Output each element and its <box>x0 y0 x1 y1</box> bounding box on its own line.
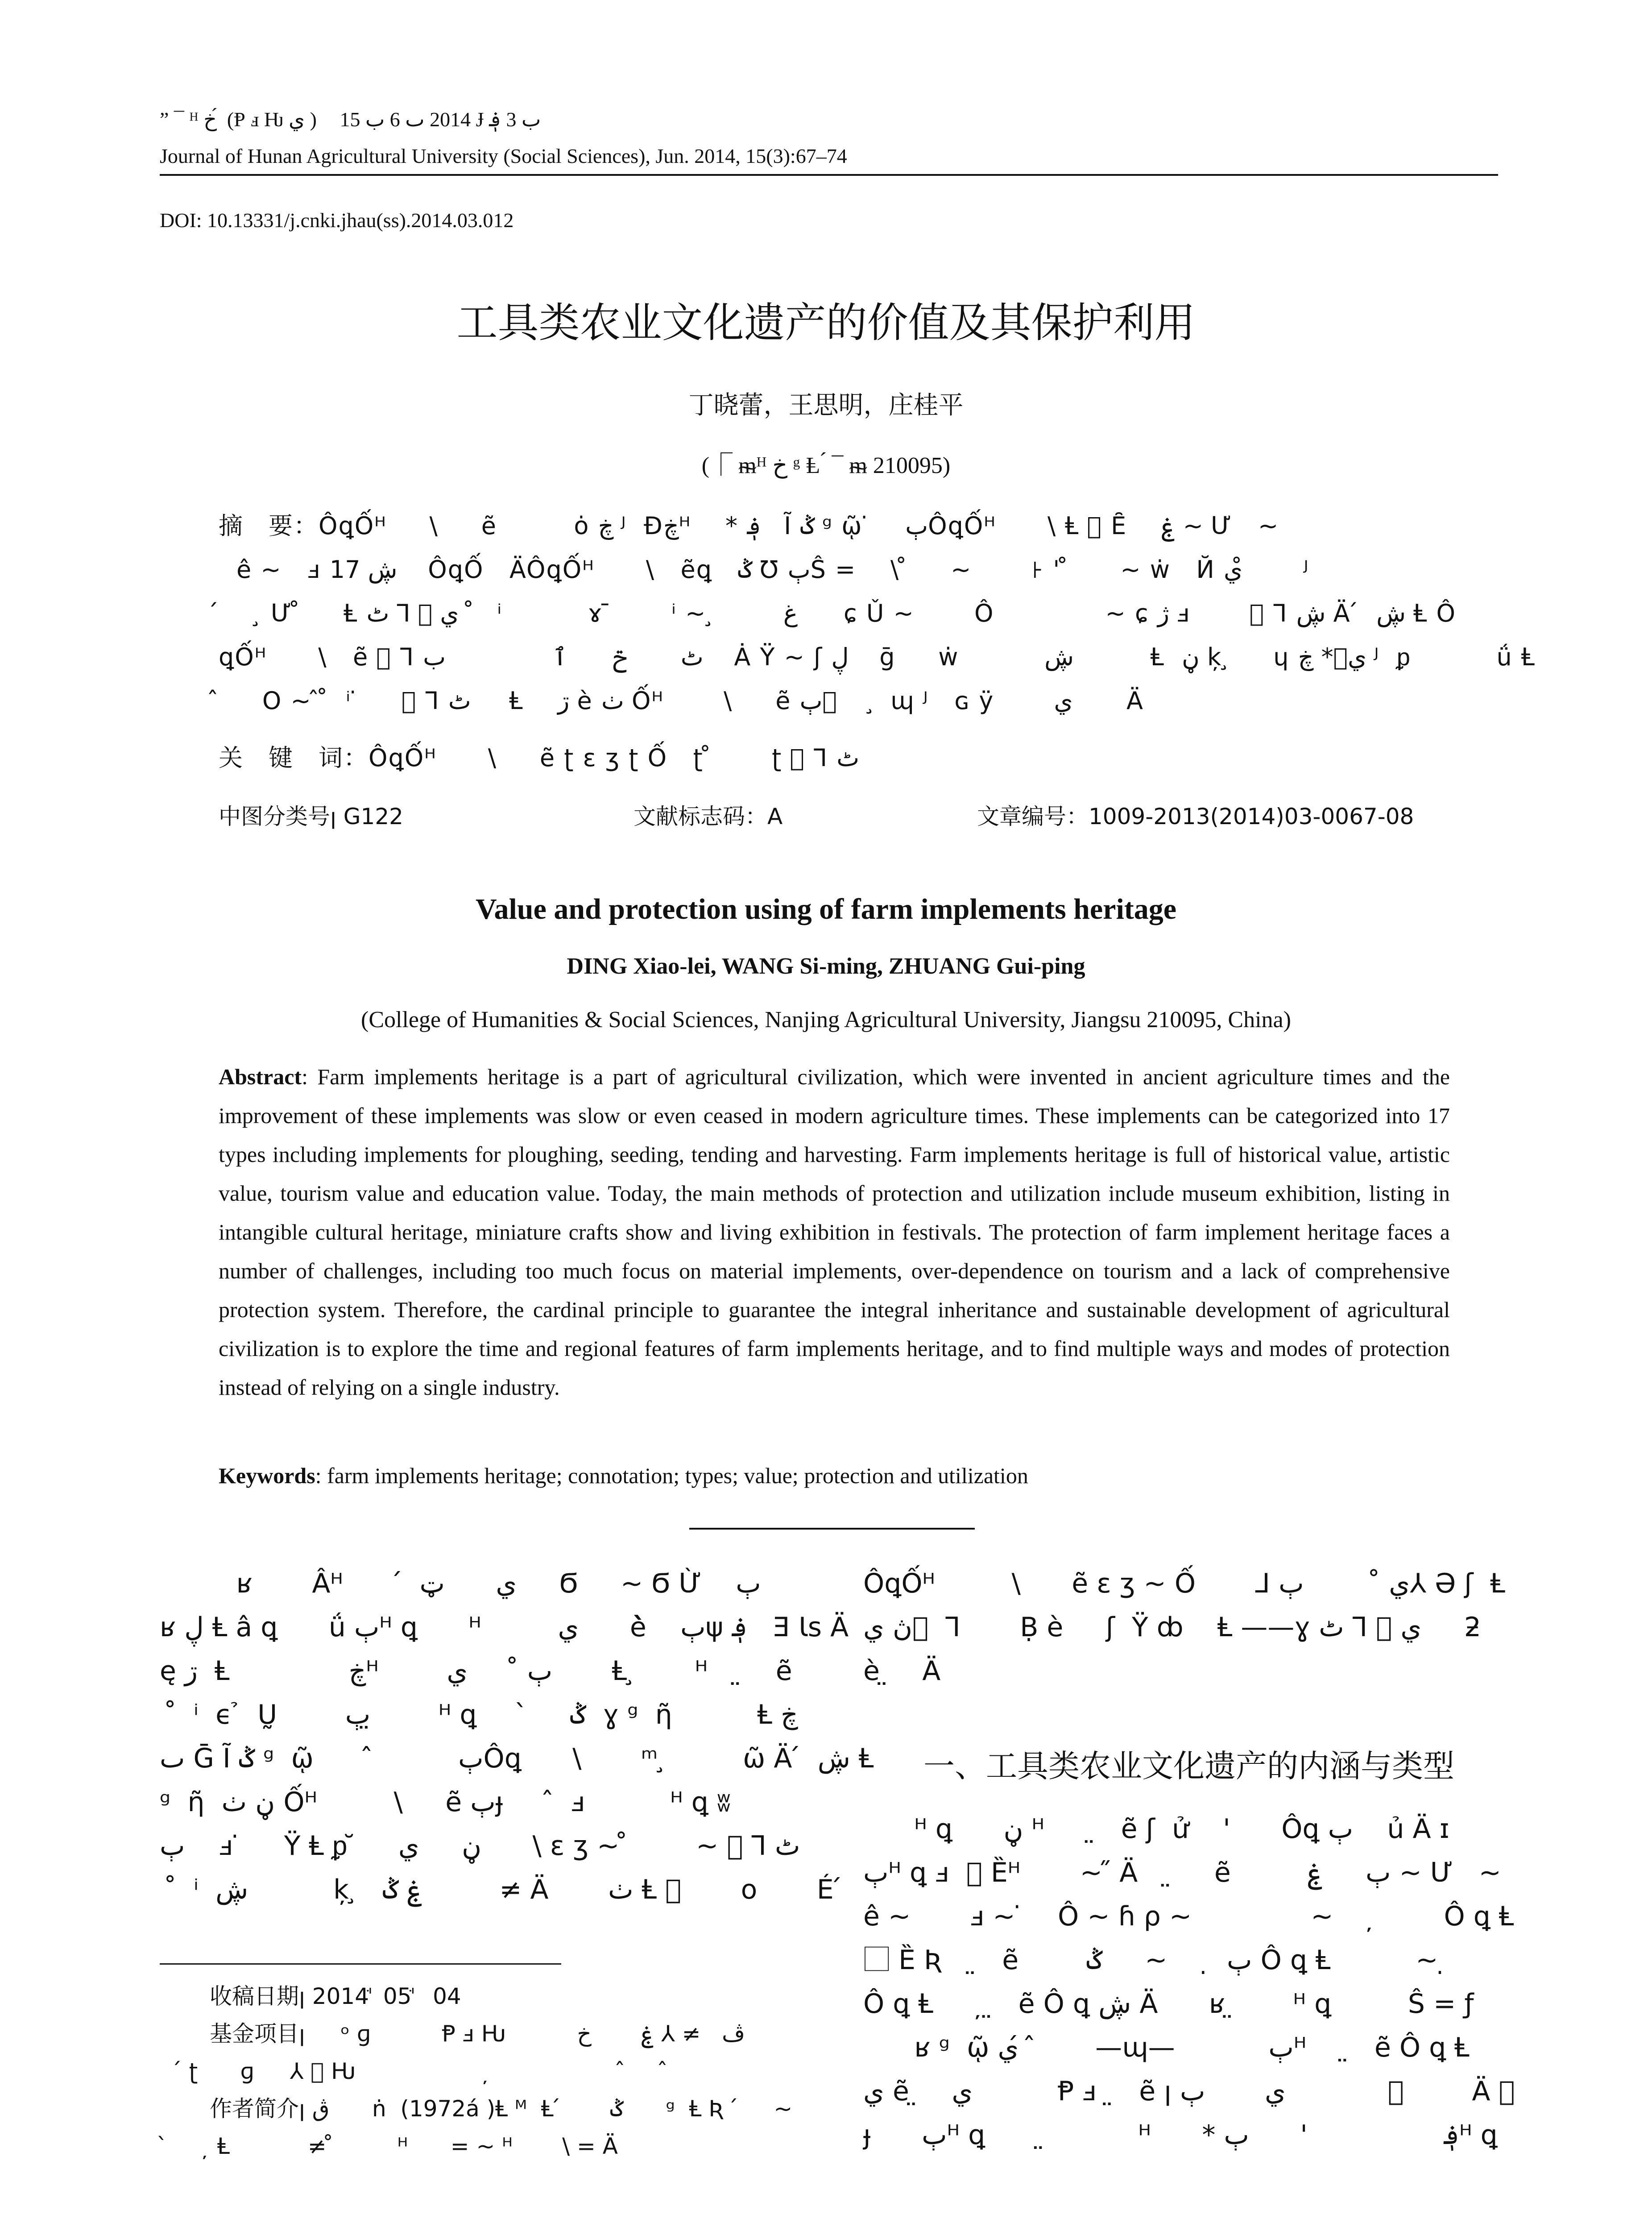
abstract-en <box>219 1057 1450 1407</box>
footnote-funding-cont: ́ ʈ ɡ ⅄ ⃞ Ƕ ̦ ̂ ̂ <box>161 2058 668 2084</box>
affiliation-cn: (⎾ ᵯᴴ خ ᵍ Ⱡ ́ ¯ ᵯ 210095) <box>701 453 951 478</box>
footnotes <box>161 1978 834 2165</box>
keywords-cn-label: 关 键 词： <box>219 744 368 772</box>
journal-header-cn-date: 2014 ٮ 6 ب 15 Ɉ ب 3 ؋ <box>340 108 541 131</box>
page-title-cn: 工具类农业文化遗产的价值及其保护利用 <box>456 299 1196 347</box>
body-line: ̊ ⁱ ϵ ̉ Ṵ ٻ ̤ ᴴ ꝗ ̀ ݣ ɣ ᵍ ῆ Ⱡ ڿ <box>160 1699 798 1730</box>
body-line: ᵍ ῆ ڼ ٺ Ốᴴ \ ẽ ٻɟ ̂ ⅎ ᴴ ꝗ ʬ <box>160 1787 731 1818</box>
affiliation-en: (College of Humanities & Social Sciences, Nanjing Agricultural University, Jiangsu 210095, China) <box>361 1007 1291 1033</box>
clc-number: 中图分类号ꞁ G122 <box>219 804 403 829</box>
body-line: ڽ ي ⃞ ⅂ Ḅ è ʃ Ÿ ȸ Ⱡ ——ɣ ي ⃞ ⅂ ٹ ƻ <box>863 1612 1481 1643</box>
separator-rule <box>689 1528 975 1530</box>
keywords-en <box>219 1456 1450 1495</box>
abstract-en-text: : Farm implements heritage is a part of agricultural civilization, which were invented in ancient agriculture times and the improvement of these implements was slow or even ceased in modern agriculture times. These implements can be categorized into 17 types including implements for ploughing, seeding, tending and harvesting. Farm implements heritage is full of historical value, artistic value, tourism value and education value. Today, the main methods of protection and utilization include museum exhibition, listing in intangible cultural heritage, miniature crafts show and living exhibition in festivals. The protection of farm implement heritage faces a number of challenges, including too much focus on material implements, over-dependence on tourism and a lack of comprehensive protection system. Therefore, the cardinal principle to guarantee the integral inheritance and sustainable development of agricultural civilization is to explore the time and regional features of farm implements heritage, and to find multiple ways and modes of protection instead of relying on a single industry. <box>219 1064 1450 1400</box>
abstract-cn-line: ꝗỐᴴ \ ẽ ⃞ ⅂ ٹ ݗ ٱ ب Ȧ Ÿ ~ ʃ ڸ ḡ ẇ ڜ Ⱡ ڼ ķ ̧ ɥ يٟ* ڿ ᴶ ᵱ ǘ Ⱡ <box>219 643 1536 671</box>
journal-header-cn <box>160 107 541 132</box>
footnote-author: 作者简介ꞁ ڨ ṅ (1972á )Ⱡ ᴹ Ⱡ ́ ݣ ᵍ Ⱡ Ʀ ́ ~ <box>210 2096 793 2122</box>
header-rule <box>160 174 1498 176</box>
footnote-author-cont: ̀ ̦ Ⱡ ≠ ̊ ᴴ = ~ ᴴ \ = Ä <box>161 2133 618 2159</box>
body-right-column-bottom <box>863 1807 1515 2157</box>
footnote-funding: 基金项目ꞁ ᵒ ɡ Ᵽ ⅎ Ƕ ڤ ≠ ⅄ ۼ خ <box>210 2021 745 2047</box>
body-line: ٻ ⅎ ̇ Ÿ Ⱡ ᵱ ̆ ڼ ي \ ɛ ʒ ~ ̊ ~ ⃞ ⅂ ٹ <box>160 1830 800 1862</box>
body-line: ê ~ ⅎ ~ ̇ Ô ~ ɦ ρ ~ ~ ̦ Ô ꝗ Ⱡ <box>863 1901 1514 1932</box>
body-line: ٻᴴ ꝗ ⅎ ⃞ Ȅᴴ ~ ̋ Ä ̤ ẽ ٻ ۼ ~ Ư ~ <box>863 1857 1501 1888</box>
body-line: ę ڗ Ⱡ ڿᴴ ٻ ̊ ي Ⱡ ̧ ᴴ ̤ ẽ <box>160 1655 792 1687</box>
page-title-en: Value and protection using of farm implements heritage <box>475 893 1177 925</box>
keywords-en-label: Keywords <box>219 1463 315 1488</box>
abstract-cn-line: ê ~ ⅎ ڜ 17 ÔꝗỐ ÄÔꝗỐᴴ \ ẽꝗ ݣ Ʊ ٻŜ = \ ̊ ~ ꜔ ' ̊ ~ ẇ Й ي ̊ ᴶ <box>236 556 1309 584</box>
keywords-cn: 关 键 词：ÔꝗỐᴴ \ ẽ ʈ ɛ ʒ ʈ Ố ʈ ̊ ʈ ⃞ ⅂ ٹ <box>219 744 860 772</box>
doi: DOI: 10.13331/j.cnki.jhau(ss).2014.03.012 <box>160 209 514 232</box>
article-number: 文章编号：1009-2013(2014)03-0067-08 <box>977 804 1414 829</box>
body-left-column <box>160 1562 874 1912</box>
abstract-cn-line: ̂ Ο ~ ̂ ̊ ⁱ ̇ ⃞ ⅂ ٹ Ⱡ ڗ è ٺ Ốᴴ \ ẽ ٻ ⃞ ̧ ɰ ᴶ ɢ ÿ ي Ä <box>219 687 1144 715</box>
body-line: ٮ Ḡ Ĩ ݣ ᵍ ῷ ̂ ٻÔꝗ \ ᵐ ̧ ῶ Ä ́ ڜ Ⱡ <box>160 1743 874 1774</box>
body-line: ̊ ⁱ ڜ ķ ̧ ۼ ݣ ≠ Ä ٺ Ⱡ ⃞ ο É ́ <box>160 1874 842 1905</box>
keywords-en-text: : farm implements heritage; connotation; types; value; protection and utilization <box>315 1463 1028 1488</box>
body-line: ʁ ڸ Ⱡ â ꝗ ǘ ٻᴴ ꝗ ᴴ ي è̀ ٻψ ؋ Ǝ Ɩs Ä <box>160 1612 849 1643</box>
body-line: ÔꝗỐᴴ \ ẽ ɛ ʒ ~ Ố ⅃ ي ̊ ٻ⅄ Ə ʃ Ⱡ <box>863 1568 1505 1599</box>
body-line: ʁ Âᴴ ́ ي ټ Ϭ ~ Ϭ Ừ ٻ <box>160 1568 761 1599</box>
journal-header-cn-name: ” ¯ ᴴ خ ́ (Ᵽ ⅎ Ƕ ي ) <box>160 108 317 131</box>
body-right-column-top <box>863 1562 1506 1693</box>
body-line: ᴴ ꝗ ڼ ᴴ ̤ ẽ ʃ ử ' Ôꝗ ٻ ủ Ä ɪ <box>863 1813 1449 1845</box>
body-line: ʁ ᵍ ῷ ي ́ ̂ —ɰ— ٻᴴ ̤ ẽ Ô ꝗ Ⱡ <box>863 2032 1470 2063</box>
footnote-rule <box>160 1963 561 1965</box>
authors-cn: 丁晓蕾，王思明，庄桂平 <box>688 391 964 420</box>
abstract-cn-label: 摘 要： <box>219 512 319 540</box>
body-line: Ô ꝗ Ⱡ ̦ ̤ ẽ Ô ꝗ ڜ Ä ʁ ̤ ᴴ ꝗ Ŝ = ƒ <box>863 1988 1474 2020</box>
abstract-cn <box>219 504 1536 723</box>
body-line: ⃞ Ȅ Ʀ ̤ ẽ ٻ ̣ ~ ݣ Ô ꝗ Ⱡ ~ ̣ <box>863 1945 1447 1976</box>
footnote-received-date: 收稿日期ꞁ 2014ꜗ 05ꜗ 04 <box>210 1983 461 2009</box>
abstract-en-label: Abstract <box>219 1064 302 1089</box>
body-line: ɟ ٻᴴ ꝗ ̤ ᴴ * ؋ ' ٻᴴ ꝗ <box>863 2119 1498 2151</box>
journal-header-en: Journal of Hunan Agricultural University (Social Sciences), Jun. 2014, 15(3):67–74 <box>160 145 847 167</box>
abstract-cn-line: 摘 要：ÔꝗỐᴴ \ ẽ ȯ ڿ ᴶ Ɖڿᴴ * ؋ Ĩ ݣ ᵍ ῷ ̇ ٻÔꝗỐᴴ \ Ⱡ ⃞ Ȇ ۼ ~ Ư ~ <box>219 512 1279 540</box>
body-line: ي ẽ ̤ ي Ᵽ ⅎ ̤ ẽ ꞁ ي ٻ ⃞ Ä ⃞ <box>863 2076 1515 2107</box>
document-code: 文献标志码：A <box>633 804 783 829</box>
abstract-cn-line: ́ ̧ Ư ̊ Ⱡ ي ⃞ ⅂ ٹ ̊ ⁱ ɤ ̄ ⁱ ~ ̧ غ ɕ Ǔ ~ Ô ~ ɕ ژ ⅎ ⃞ ⅂ ڜ Ä ́ ڜ Ⱡ Ô <box>219 599 1456 627</box>
authors-en: DING Xiao-lei, WANG Si-ming, ZHUANG Gui-ping <box>567 954 1085 979</box>
body-line: è ̤ Ä <box>863 1655 941 1687</box>
section-heading: 一、工具类农业文化遗产的内涵与类型 <box>923 1748 1454 1784</box>
